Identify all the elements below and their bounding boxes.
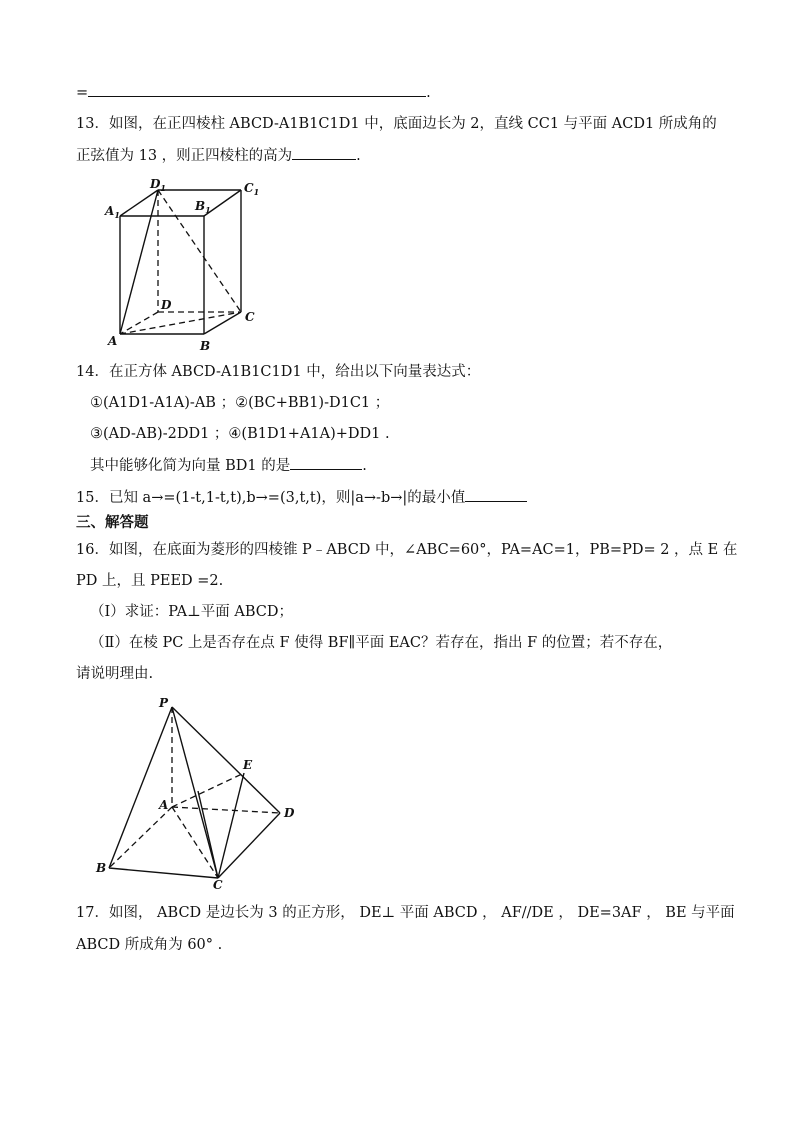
label-e: E [243, 758, 253, 772]
edge-pb [109, 707, 172, 868]
answer-prefix: = [76, 85, 89, 101]
q15-answer-blank [465, 487, 527, 502]
label-p: P [159, 696, 169, 710]
edge-ce [218, 773, 244, 878]
label-b: B [96, 861, 107, 875]
q14-line1: 14．在正方体 ABCD-A1B1C1D1 中，给出以下向量表达式： [76, 364, 481, 380]
label-b1: $B_1$ [195, 199, 211, 215]
q17-line1: 17．如图， ABCD 是边长为 3 的正方形， DE⊥ 平面 ABCD ， AF//DE ， DE=3AF ， BE 与平面 [76, 905, 735, 921]
edge-ac-hidden [172, 807, 218, 878]
label-a1: $A_1$ [105, 204, 120, 220]
answer-blank-top [88, 82, 426, 97]
q13-line1: 13．如图，在正四棱柱 ABCD-A1B1C1D1 中，底面边长为 2，直线 CC1 与平面 ACD1 所成角的 [76, 116, 717, 132]
edge-ab-hidden [109, 807, 172, 868]
edge-pc [172, 707, 218, 878]
edge-cd [218, 813, 280, 878]
q13-answer-blank [292, 145, 356, 160]
q16-line1: 16．如图，在底面为菱形的四棱锥 P﹣ABCD 中，∠ABC=60°，PA=AC=1，PB=PD= 2 ，点 E 在 [76, 542, 738, 558]
label-b: B [200, 339, 211, 353]
q16-pyramid-figure [93, 695, 303, 890]
q14-line4-end: . [362, 458, 367, 474]
label-c: C [213, 878, 223, 892]
label-c1: $C_1$ [244, 181, 260, 197]
section-title: 三、解答题 [76, 514, 149, 531]
q13-line2-text: 正弦值为 13 ，则正四棱柱的高为 [76, 148, 293, 164]
edge-ad-hidden [172, 807, 280, 813]
label-d1: $D_1$ [150, 177, 166, 193]
q16-line2: PD 上，且 PEED =2. [76, 573, 224, 589]
edge-bc [109, 868, 218, 878]
label-a: A [108, 334, 118, 348]
q17-line2: ABCD 所成角为 60° . [76, 937, 223, 953]
q14-line3: ③(AD-AB)-2DD1 ；④(B1D1+A1A)+DD1 . [90, 426, 390, 442]
q16-part1: （Ⅰ）求证：PA⊥平面 ABCD； [90, 604, 293, 620]
q14-answer-blank [290, 455, 362, 470]
q15-text: 15．已知 a→=(1-t,1-t,t),b→=(3,t,t)，则|a→-b→|的最小值 [76, 490, 466, 506]
q14-line4 [90, 455, 367, 476]
q13-prism-figure [100, 172, 280, 357]
q16-part2-cont: 请说明理由. [76, 666, 154, 682]
label-d: D [161, 298, 172, 312]
answer-suffix: . [426, 85, 431, 101]
edge-ae-hidden [172, 773, 244, 807]
q14-line2: ①(A1D1-A1A)-AB ；②(BC+BB1)-D1C1 ； [90, 395, 390, 411]
edge-pd [172, 707, 280, 813]
q13-line2 [76, 145, 361, 166]
edge-c-mid [198, 791, 218, 878]
label-d: D [284, 806, 295, 820]
answer-line-top [76, 82, 431, 103]
q15-line [76, 487, 527, 508]
edge-da-hidden [120, 312, 158, 334]
q16-part2: （Ⅱ）在棱 PC 上是否存在点 F 使得 BF∥平面 EAC？若存在，指出 F 的位置；若不存在， [90, 635, 673, 651]
q13-line2-end: . [356, 148, 361, 164]
label-a: A [159, 798, 169, 812]
label-c: C [245, 310, 255, 324]
q14-line4-text: 其中能够化简为向量 BD1 的是 [90, 458, 291, 474]
